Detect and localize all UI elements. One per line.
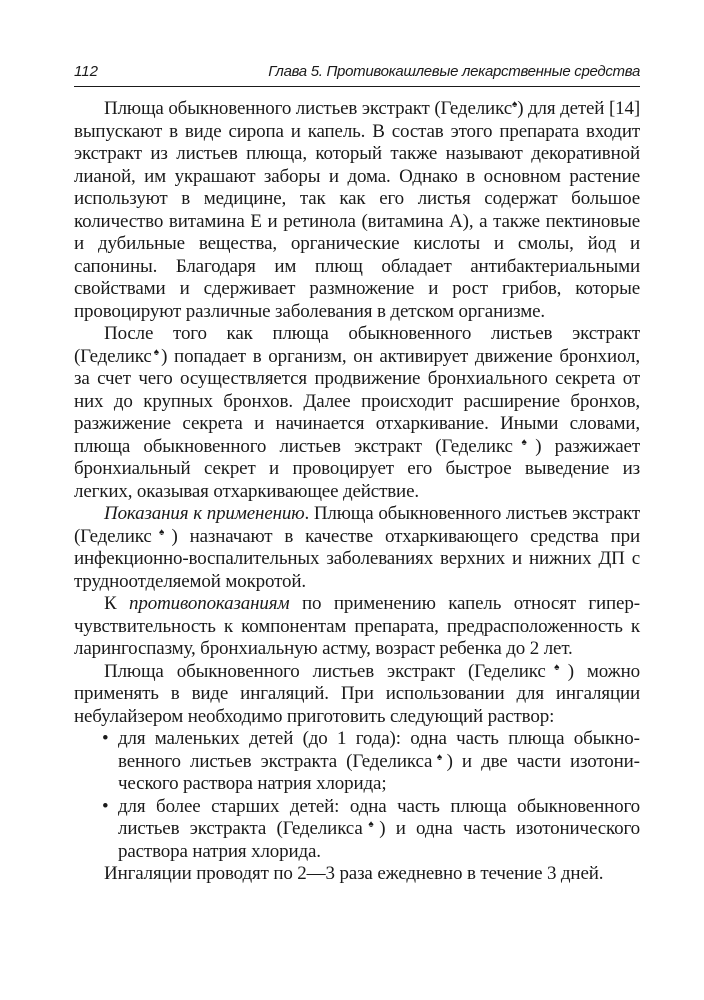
text-run: ) и одна часть изотонического раствора натрия хлорида. bbox=[118, 818, 640, 862]
paragraph-ivy-extract-intro bbox=[74, 98, 640, 323]
text-run: ) можно применять в виде ингаляций. При использовании для ингаляции небулайзером необходимо приготовить следующий раствор: bbox=[74, 660, 640, 727]
text-run: ) разжижает бронхиальный секрет и провоцирует его быстрое выведение из легких, оказывая отхаркивающее действие. bbox=[74, 435, 640, 502]
text-run: Плюща обыкновенного листьев экстракт (Геделикс bbox=[104, 660, 546, 682]
text-run: для более старших детей: одна часть плюща обыкновенного листьев экстракта (Геделикса bbox=[118, 795, 640, 839]
text-run: ) и две части изотонического раствора натрия хлорида; bbox=[118, 750, 640, 794]
dosage-list bbox=[74, 728, 640, 863]
contraindications-label: противопоказаниям bbox=[129, 593, 290, 614]
paragraph-regimen bbox=[74, 863, 640, 886]
text-run: по применению капель относят гиперчувствительность к компонентам препарата, предрасположенность к ларингоспазму, бронхиальную астму, возраст ребенка до 2 лет. bbox=[74, 593, 641, 659]
text-run: После того как плюща обыкновенного листьев экстракт (Геделикс bbox=[74, 323, 640, 367]
paragraph-contraindications bbox=[74, 593, 640, 661]
body-text bbox=[74, 98, 640, 886]
list-item bbox=[74, 796, 640, 864]
text-run: К bbox=[104, 593, 130, 614]
trademark-mark: ♠ bbox=[512, 436, 536, 448]
paragraph-mechanism bbox=[74, 323, 640, 503]
paragraph-indications bbox=[74, 503, 640, 593]
text-run: Ингаляции проводят по 2—3 раза ежедневно в течение 3 дней. bbox=[104, 863, 604, 884]
text-run: ) для детей [14] выпускают в виде сиропа и капель. В состав этого препарата входит экстракт из листьев плюща, который также называют декоративной лианой, им украшают заборы и дома. Однако в основном растение используют в медицине, так как его листья содержат большое количество витамина Е и ретинола (витамина А), а также пектиновые и дубильные вещества, органические кислоты и смолы, йод и сапонины. Благодаря им плющ обладает антибактериальными свойствами и сдерживает размножение и рост грибов, которые провоцируют различные заболевания в детском организме. bbox=[74, 98, 640, 322]
trademark-mark: ♠ bbox=[511, 99, 518, 110]
chapter-title: Глава 5. Противокашлевые лекарственные средства bbox=[268, 63, 640, 80]
text-run: ) попадает в организм, он активирует движение бронхиол, за счет чего осуществляется продвижение бронхиального секрета от них до крупных бронхов. Далее происходит расширение бронхов, разжижение секрета и начинается отхаркивание. Иными словами, плюща обыкновенного листьев экстракт (Геделикс bbox=[74, 345, 640, 457]
page-number: 112 bbox=[74, 63, 98, 80]
indications-label: Показания к применению bbox=[104, 503, 305, 524]
text-run: . Плюща обыкновенного листьев экстракт (Геделикс bbox=[74, 503, 641, 547]
trademark-mark: ♠ bbox=[545, 661, 568, 673]
trademark-mark: ♠ bbox=[151, 346, 162, 358]
list-item bbox=[74, 728, 640, 796]
paragraph-inhalation bbox=[74, 661, 640, 729]
header-divider bbox=[74, 86, 640, 87]
trademark-mark: ♠ bbox=[151, 526, 172, 538]
running-header bbox=[74, 60, 640, 84]
trademark-mark: ♠ bbox=[432, 751, 447, 763]
text-run: для маленьких детей (до 1 года): одна часть плюща обыкновенного листьев экстракта (Геделикса bbox=[118, 728, 640, 772]
text-run: ) назначают в качестве отхаркивающего средства при инфекционно-воспалительных заболеваниях верхних и нижних ДП с трудноотделяемой мокротой. bbox=[74, 525, 640, 592]
trademark-mark: ♠ bbox=[362, 819, 380, 830]
text-run: Плюща обыкновенного листьев экстракт (Геделикс bbox=[104, 98, 512, 119]
